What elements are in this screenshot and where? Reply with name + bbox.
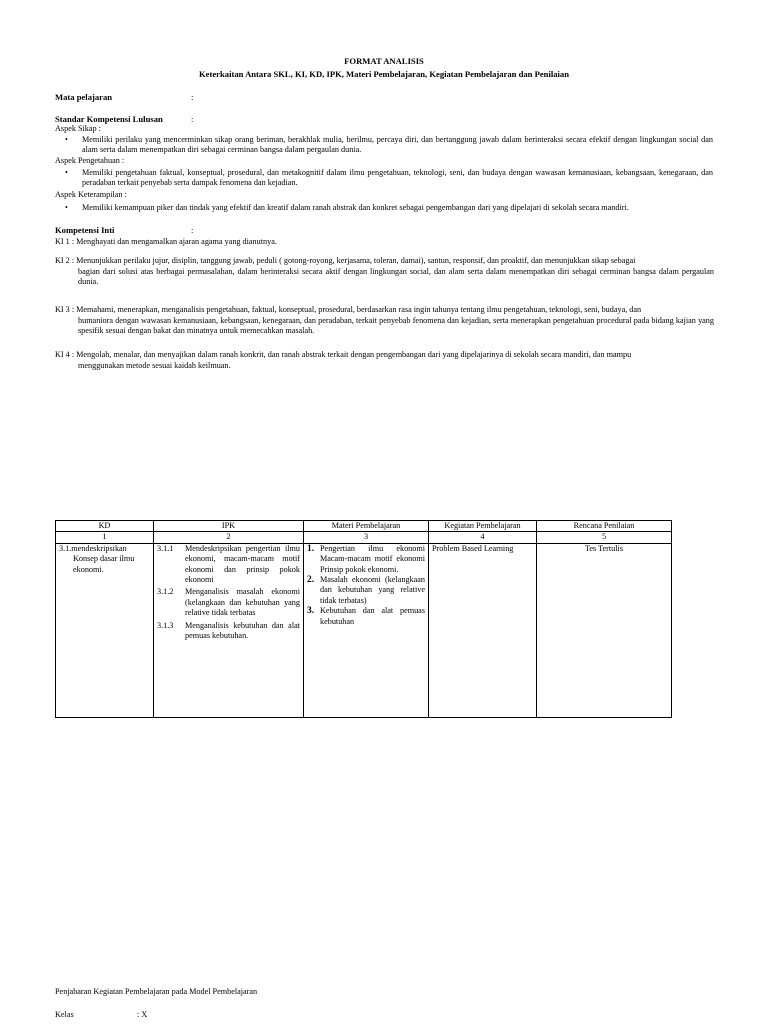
ipk-item <box>157 621 300 642</box>
kelas-value: : X <box>137 1010 148 1019</box>
mapel-colon: : <box>191 92 194 102</box>
ipk-cell <box>154 543 304 717</box>
ki4-block <box>55 350 714 374</box>
aspek-pengetahuan-text: Memiliki pengetahuan faktual, konseptual, prosedural, dan metakognitif dalam ilmu pengetahuan, teknologi, seni, dan budaya dengan wawasan kemanusiaan, kebangsaan, kenegaraan, dan peradaban terkait penyebab serta dampak fenomena dan kejadian. <box>82 168 713 188</box>
ki2-block <box>55 256 714 296</box>
header-penilaian: Rencana Penilaian <box>537 521 672 532</box>
header-ipk: IPK <box>154 521 304 532</box>
materi-number: 3. <box>307 606 315 617</box>
ki3-body: humaniora dengan wawasan kemanusiaan, kebangsaan, kenegaraan, dan peradaban, terkait penyebab fenomena dan kejadian, serta menerapkan pengetahuan procedural pada bidang kajian yang spesifik sesuai dengan bakat dan minatnya untuk memecahkan masalah. <box>78 315 714 336</box>
skl-label: Standar Kompetensi Lulusan <box>55 114 163 124</box>
table-header-row <box>56 521 672 532</box>
col-number: 1 <box>56 532 154 543</box>
ipk-number: 3.1.3 <box>157 620 174 630</box>
kd-cell <box>56 543 154 717</box>
materi-text: Masalah ekonomi (kelangkaan dan kebutuhan yang relative tidak terbatas) <box>320 575 425 605</box>
ipk-item <box>157 544 300 586</box>
kegiatan-text: Problem Based Learning <box>432 543 514 553</box>
document-title: FORMAT ANALISIS <box>344 56 424 66</box>
ipk-number: 3.1.1 <box>157 543 174 553</box>
header-materi: Materi Pembelajaran <box>304 521 429 532</box>
ki-colon: : <box>191 225 194 235</box>
ki2-head: KI 2 : Menunjukkan perilaku jujur, disiplin, tanggung jawab, peduli ( gotong-royong, kerjasama, toleran, damai), santun, responsif, dan proaktif, dan menunjukkan sikap sebagai <box>55 256 636 265</box>
ki4-body: menggunakan metode sesuai kaidah keilmuan. <box>78 360 231 370</box>
header-kd: KD <box>56 521 154 532</box>
materi-number: 2. <box>307 575 315 586</box>
ki4-head: KI 4 : Mengolah, menalar, dan menyajikan dalam ranah konkrit, dan ranah abstrak terkait dengan pengembangan dari yang dipelajarinya di sekolah secara mandiri, dan mampu <box>55 350 632 359</box>
ki1-text: KI 1 : Menghayati dan mengamalkan ajaran agama yang dianutnya. <box>55 237 277 246</box>
materi-cell <box>304 543 429 717</box>
ipk-text: Menganalisis kebutuhan dan alat pemuas kebutuhan. <box>185 620 300 641</box>
ki-label: Kompetensi Inti <box>55 225 115 235</box>
col-number: 3 <box>304 532 429 543</box>
mapel-label: Mata pelajaran <box>55 92 113 102</box>
ipk-number: 3.1.2 <box>157 587 174 597</box>
table-number-row <box>56 532 672 543</box>
col-number: 4 <box>429 532 537 543</box>
materi-text: Kebutuhan dan alat pemuas kebutuhan <box>320 606 425 626</box>
ki2-body: bagian dari solusi atas berbagai permasalahan, dalam berinteraksi secara aktif dengan lingkungan social, dan alam serta dalam menempatkan diri sebagai cerminan bangsa dalam pergaulan dunia. <box>78 266 714 287</box>
materi-text: Pengertian ilmu ekonomi Macam-macam motif ekonomi Prinsip pokok ekonomi. <box>320 543 425 574</box>
col-number: 5 <box>537 532 672 543</box>
aspek-keterampilan-label: Aspek Keterampilan : <box>55 190 127 199</box>
table-row <box>56 543 672 717</box>
penilaian-cell <box>537 543 672 717</box>
analysis-table <box>55 520 672 718</box>
kd-text: 3.1.mendeskripsikan Konsep dasar ilmu ekonomi. <box>59 543 135 574</box>
header-kegiatan: Kegiatan Pembelajaran <box>429 521 537 532</box>
bullet-icon: • <box>65 203 68 212</box>
kelas-label: Kelas <box>55 1010 74 1019</box>
penilaian-text: Tes Tertulis <box>584 543 624 553</box>
materi-item <box>307 606 425 627</box>
materi-item <box>307 544 425 575</box>
ipk-item <box>157 587 300 618</box>
skl-colon: : <box>191 114 194 124</box>
ipk-text: Menganalisis masalah ekonomi (kelangkaan dan kebutuhan yang relative tidak terbatas <box>185 587 300 618</box>
aspek-pengetahuan-label: Aspek Pengetahuan : <box>55 156 125 165</box>
col-number: 2 <box>154 532 304 543</box>
materi-item <box>307 575 425 606</box>
penjabaran-heading: Penjabaran Kegiatan Pembelajaran pada Model Pembelajaran <box>55 987 258 996</box>
materi-number: 1. <box>307 543 315 554</box>
bullet-icon: • <box>65 135 68 144</box>
bullet-icon: • <box>65 168 68 177</box>
aspek-sikap-text: Memiliki perilaku yang mencerminkan sikap orang beriman, berakhlak mulia, berilmu, percaya diri, dan bertanggung jawab dalam berinteraksi secara efektif dengan lingkungan social dan alam serta dalam menempatkan diri sebagai cerminan bangsa dalam pergaulan dunia. <box>82 135 713 155</box>
ipk-text: Mendeskripsikan pengertian ilmu ekonomi, macam-macam motif ekonomi dan prinsip pokok ekonomi <box>185 543 300 585</box>
aspek-sikap-label: Aspek Sikap : <box>55 124 101 133</box>
aspek-keterampilan-text: Memiliki kemampuan piker dan tindak yang efektif dan kreatif dalam ranah abstrak dan konkret sebagai pengembangan dari yang dipelajari di sekolah secara mandiri. <box>82 203 629 212</box>
ki3-block <box>55 305 714 345</box>
kegiatan-cell <box>429 543 537 717</box>
ki3-head: KI 3 : Memahami, menerapkan, menganalisis pengetahuan, faktual, konseptual, prosedural, berdasarkan rasa ingin tahunya tentang ilmu pengetahuan, teknologi, seni, budaya, dan <box>55 305 642 314</box>
document-subtitle: Keterkaitan Antara SKL, KI, KD, IPK, Materi Pembelajaran, Kegiatan Pembelajaran dan Penilaian <box>199 69 569 79</box>
